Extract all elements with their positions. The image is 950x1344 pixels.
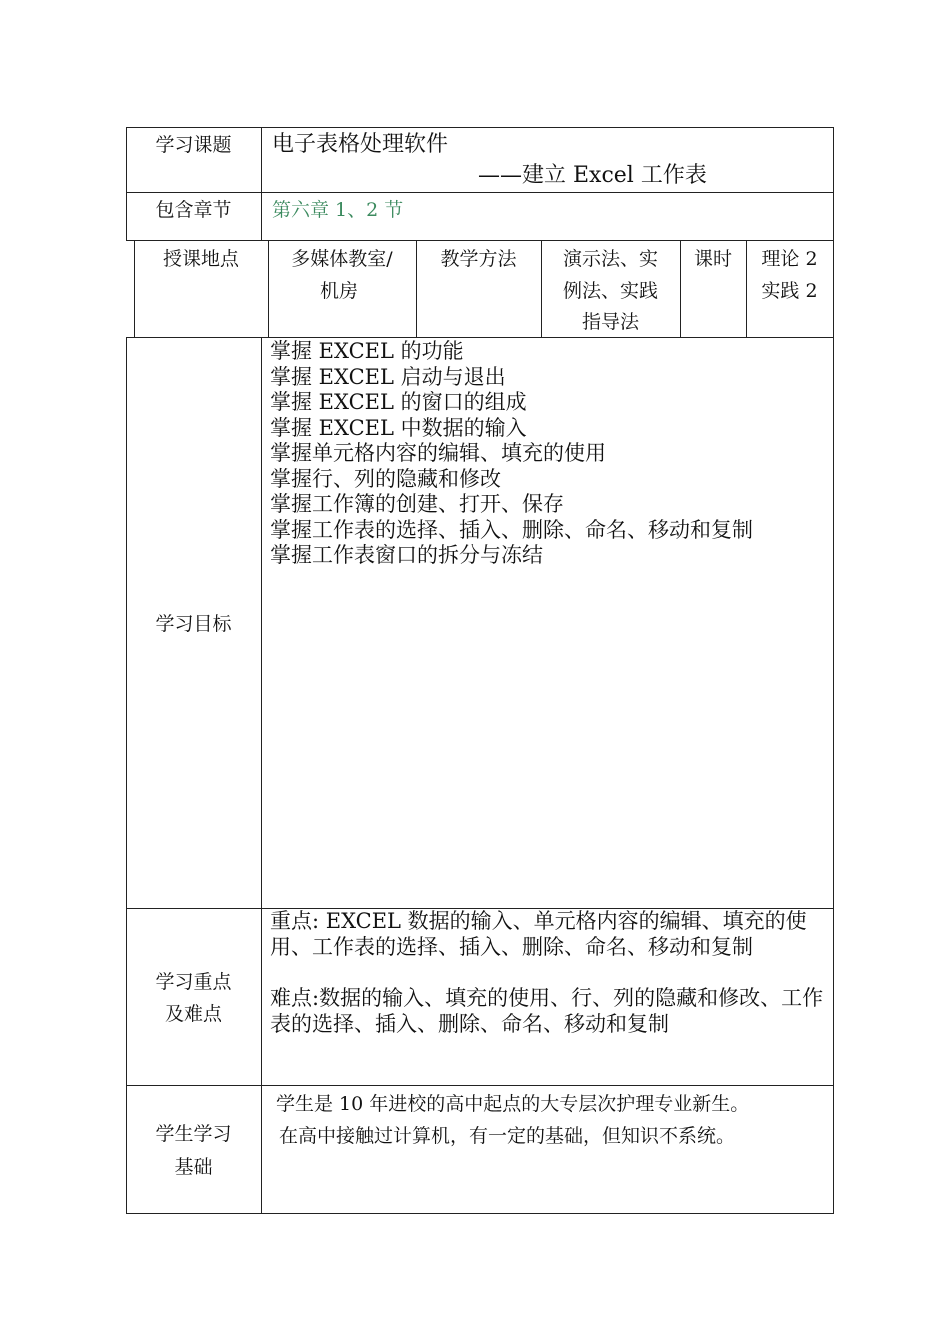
- rule-after-chapter: [126, 240, 834, 241]
- rule-after-topic: [126, 192, 834, 193]
- difficult-points-text: 难点:数据的输入、填充的使用、行、列的隐藏和修改、工作表的选择、插入、删除、命名、移动和复制: [270, 986, 824, 1036]
- objective-item: 掌握工作表窗口的拆分与冻结: [270, 543, 543, 567]
- basis-text-line2: 在高中接触过计算机，有一定的基础，但知识不系统。: [279, 1125, 736, 1147]
- objective-item: 掌握 EXCEL 的功能: [270, 339, 464, 363]
- objectives-label: 学习目标: [155, 613, 232, 635]
- basis-label-line2: 基础: [174, 1156, 213, 1178]
- method-label: 教学方法: [440, 248, 517, 270]
- objectives-list: [270, 339, 826, 569]
- chapter-label: 包含章节: [155, 199, 232, 221]
- topic-title-line1: 电子表格处理软件: [272, 132, 449, 157]
- objective-item: 掌握工作簿的创建、打开、保存: [270, 492, 564, 516]
- topic-title-line2: ——建立 Excel 工作表: [478, 163, 707, 188]
- hours-label: 课时: [693, 248, 732, 270]
- rule-after-keypoints: [126, 1085, 834, 1086]
- method-value-line3: 指导法: [581, 311, 639, 333]
- rule-label-col-lower: [261, 337, 262, 1214]
- place-value-line2: 机房: [320, 280, 359, 302]
- key-points-text: 重点: EXCEL 数据的输入、单元格内容的编辑、填充的使用、工作表的选择、插入、删除、命名、移动和复制: [270, 909, 807, 959]
- objective-item: 掌握 EXCEL 启动与退出: [270, 364, 506, 389]
- basis-label-line1: 学生学习: [155, 1123, 232, 1145]
- objective-item: 掌握行、列的隐藏和修改: [270, 466, 501, 491]
- keypoints-label-line1: 学习重点: [155, 971, 232, 993]
- rule-bottom: [126, 1213, 834, 1214]
- place-label: 授课地点: [162, 248, 239, 270]
- objective-item: 掌握单元格内容的编辑、填充的使用: [270, 441, 606, 465]
- topic-label: 学习课题: [155, 134, 232, 156]
- hours-value-line1: 理论 2: [761, 248, 818, 270]
- objective-item: 掌握 EXCEL 的窗口的组成: [270, 390, 527, 414]
- rule-left-lower: [126, 337, 127, 1214]
- rule-after-info: [126, 337, 834, 338]
- objective-item: 掌握 EXCEL 中数据的输入: [270, 415, 527, 440]
- method-value-line1: 演示法、实: [562, 248, 658, 270]
- objective-item: 掌握工作表的选择、插入、删除、命名、移动和复制: [270, 517, 753, 542]
- basis-text-line1: 学生是 10 年进校的高中起点的大专层次护理专业新生。: [276, 1093, 750, 1115]
- rule-top: [126, 127, 834, 128]
- chapter-value: 第六章 1、2 节: [272, 199, 404, 221]
- rule-right: [833, 127, 834, 1214]
- hours-value-line2: 实践 2: [761, 280, 818, 302]
- rule-label-col-upper: [261, 127, 262, 241]
- keypoints-label-line2: 及难点: [164, 1003, 222, 1025]
- place-value-line1: 多媒体教室/: [291, 248, 393, 270]
- method-value-line2: 例法、实践: [562, 280, 658, 302]
